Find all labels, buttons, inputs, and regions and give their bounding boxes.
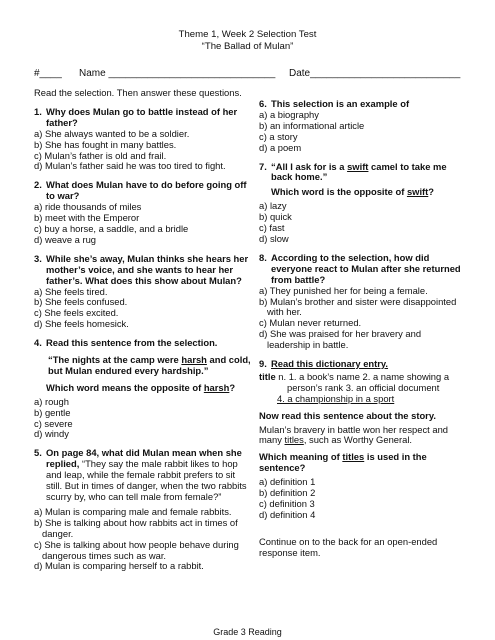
answer-option[interactable]: c) Mulan never returned. xyxy=(259,317,362,329)
question-9-instruction: Now read this sentence about the story. xyxy=(259,409,436,421)
story-sentence: Mulan’s bravery in battle won her respect and many titles, such as Worthy General. xyxy=(259,423,448,446)
answer-option[interactable]: a) rough xyxy=(34,395,69,407)
question-8 xyxy=(259,253,465,351)
answer-option[interactable]: a) She always wanted to be a soldier. xyxy=(34,127,190,139)
answer-option[interactable]: b) gentle xyxy=(34,406,71,418)
answer-option[interactable]: b) She has fought in many battles. xyxy=(34,138,177,150)
answer-option[interactable]: c) definition 3 xyxy=(259,498,315,509)
question-4-prompt: Which word means the opposite of harsh? xyxy=(46,381,236,393)
question-7 xyxy=(259,162,465,245)
question-8-text: 8. According to the selection, how did everyone react to Mulan after she returned from battle? xyxy=(259,251,461,285)
answer-option[interactable]: c) Mulan’s father is old and frail. xyxy=(34,149,167,161)
answer-option[interactable]: a) They punished her for being a female. xyxy=(259,284,428,296)
answer-option[interactable]: b) an informational article xyxy=(259,119,365,131)
answer-option[interactable]: c) buy a horse, a saddle, and a bridle xyxy=(34,222,189,234)
question-6-text: 6. This selection is an example of xyxy=(259,98,410,109)
question-2 xyxy=(34,180,252,245)
question-1-text: 1. Why does Mulan go to battle instead of her father? xyxy=(34,105,238,128)
answer-option[interactable]: d) definition 4 xyxy=(259,508,316,520)
answer-option[interactable]: c) fast xyxy=(259,222,285,234)
question-7-text: 7. “All I ask for is a swift camel to take me back home.” xyxy=(259,160,447,183)
question-3-text: 3. While she’s away, Mulan thinks she hears her mother’s voice, and she wants to hear her father’s. What does this show about Mulan? xyxy=(34,252,249,286)
answer-option[interactable]: d) weave a rug xyxy=(34,233,97,245)
answer-option[interactable]: d) Mulan’s father said he was too tired to fight. xyxy=(34,160,226,172)
answer-option[interactable]: b) She feels confused. xyxy=(34,296,128,308)
name-field[interactable]: Name ______________________________ xyxy=(79,68,276,79)
answer-option[interactable]: d) Mulan is comparing herself to a rabbit. xyxy=(34,560,204,572)
answer-option[interactable]: b) meet with the Emperor xyxy=(34,212,140,224)
question-9-prompt: Which meaning of titles is used in the sentence? xyxy=(259,451,427,474)
question-6 xyxy=(259,99,465,154)
answer-option[interactable]: a) a biography xyxy=(259,108,319,120)
answer-option[interactable]: b) quick xyxy=(259,211,292,223)
question-5-text: 5. On page 84, what did Mulan mean when she replied, “They say the male rabbit likes to hop and leap, while the female rabbit prefers to sit still. But in times of danger, when the two rabbits scurry by, who can tell male from female?” xyxy=(34,447,247,502)
answer-option[interactable]: c) She is talking about how people behave during dangerous times such as war. xyxy=(34,538,239,561)
number-field[interactable]: #____ xyxy=(34,68,62,79)
answer-option[interactable]: a) She feels tired. xyxy=(34,285,108,297)
question-5 xyxy=(34,448,252,572)
answer-option[interactable]: d) She was praised for her bravery and leadership in battle. xyxy=(259,328,422,351)
vocab-word: swift xyxy=(347,160,369,172)
question-1 xyxy=(34,107,252,172)
answer-option[interactable]: c) She feels excited. xyxy=(34,307,119,319)
dictionary-entry: title n. 1. a book’s name 2. a name showing a person’s rank 3. an official document 4. a championship in a sport xyxy=(259,370,450,404)
question-9-text: 9. Read this dictionary entry. xyxy=(259,358,389,370)
answer-option[interactable]: c) a story xyxy=(259,130,298,142)
answer-option[interactable]: d) She feels homesick. xyxy=(34,318,129,330)
page-footer: Grade 3 Reading xyxy=(213,627,282,637)
answer-option[interactable]: b) definition 2 xyxy=(259,487,316,499)
question-7-prompt: Which word is the opposite of swift? xyxy=(271,186,435,198)
vocab-word: harsh xyxy=(181,354,207,366)
question-4-text: 4. Read this sentence from the selection. xyxy=(34,337,218,349)
question-4-quote: “The nights at the camp were harsh and cold, but Mulan endured every hardship.” xyxy=(48,354,251,376)
header-line-1: Theme 1, Week 2 Selection Test xyxy=(178,29,317,40)
answer-option[interactable]: b) Mulan’s brother and sister were disappointed with her. xyxy=(259,295,457,318)
header-title: “The Ballad of Mulan” xyxy=(201,41,294,52)
answer-option[interactable]: d) a poem xyxy=(259,141,302,153)
answer-option[interactable]: d) windy xyxy=(34,428,69,440)
instructions: Read the selection. Then answer these questions. xyxy=(34,87,242,98)
answer-option[interactable]: b) She is talking about how rabbits act in times of danger. xyxy=(34,516,238,539)
answer-option[interactable]: a) Mulan is comparing male and female rabbits. xyxy=(34,505,232,517)
answer-option[interactable]: a) definition 1 xyxy=(259,476,316,488)
question-3 xyxy=(34,254,252,330)
closing-note: Continue on to the back for an open-ended response item. xyxy=(259,535,438,558)
right-column xyxy=(259,99,465,559)
date-field[interactable]: Date___________________________ xyxy=(289,68,461,79)
answer-option[interactable]: d) slow xyxy=(259,232,289,244)
question-9 xyxy=(259,359,465,521)
answer-option[interactable]: a) lazy xyxy=(259,200,287,212)
question-2-text: 2. What does Mulan have to do before going off to war? xyxy=(34,179,247,202)
question-4 xyxy=(34,338,252,440)
left-column xyxy=(34,88,252,580)
answer-option[interactable]: c) severe xyxy=(34,417,73,429)
answer-option[interactable]: a) ride thousands of miles xyxy=(34,201,142,213)
